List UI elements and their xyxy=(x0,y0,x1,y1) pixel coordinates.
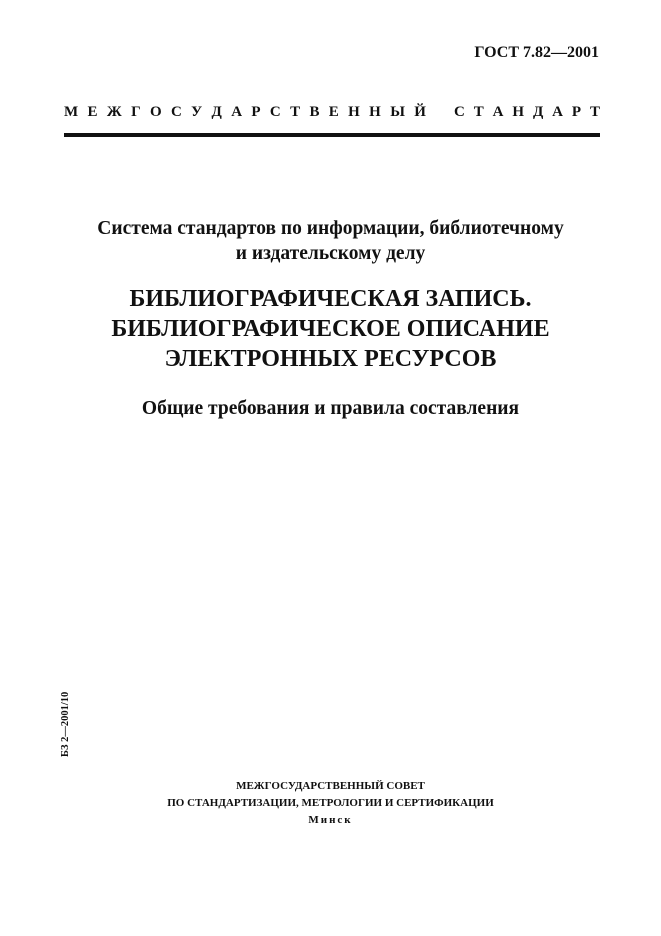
heading-letter: А xyxy=(231,104,243,120)
heading-letter: Д xyxy=(211,104,222,120)
series-line: и издательскому делу xyxy=(235,243,426,264)
heading-letter: Ж xyxy=(106,104,122,120)
heading-letter: Р xyxy=(251,104,261,120)
heading-letter: Т xyxy=(290,104,301,120)
heading-letter: Н xyxy=(512,104,525,120)
heading-letter: Д xyxy=(532,104,544,120)
heading-letter: Ы xyxy=(390,104,405,120)
heading-letter: Й xyxy=(414,104,426,120)
heading-letter: С xyxy=(269,104,281,120)
document-subtitle: Общие требования и правила составления xyxy=(141,398,520,419)
heading-letter: Г xyxy=(131,104,141,120)
publisher-line: ПО СТАНДАРТИЗАЦИИ, МЕТРОЛОГИИ И СЕРТИФИКАЦИИ xyxy=(167,797,494,809)
series-title xyxy=(40,216,621,266)
standard-number: ГОСТ 7.82—2001 xyxy=(474,44,599,61)
side-index-code: БЗ 2—2001/10 xyxy=(60,691,71,757)
series-line: Система стандартов по информации, библиотечному xyxy=(97,218,564,239)
heading-letter: О xyxy=(149,104,162,120)
heading-word-standard xyxy=(454,104,600,121)
publisher-block xyxy=(40,778,621,829)
heading-letter: Н xyxy=(369,104,381,120)
heading-letter: М xyxy=(64,104,79,120)
heading-letter: С xyxy=(170,104,182,120)
title-line: БИБЛИОГРАФИЧЕСКАЯ ЗАПИСЬ. xyxy=(129,286,532,312)
heading-letter: Е xyxy=(328,104,339,120)
heading-letter: В xyxy=(309,104,320,120)
heading-letter: Р xyxy=(571,104,582,120)
heading-divider xyxy=(64,133,600,137)
heading-letter: Н xyxy=(348,104,360,120)
heading-word-interstate xyxy=(64,104,426,121)
title-line: ЭЛЕКТРОННЫХ РЕСУРСОВ xyxy=(164,346,497,372)
heading-letter: Т xyxy=(473,104,484,120)
title-line: БИБЛИОГРАФИЧЕСКОЕ ОПИСАНИЕ xyxy=(111,316,550,342)
heading-letter: А xyxy=(492,104,504,120)
document-title xyxy=(40,284,621,374)
publisher-city: Минск xyxy=(308,814,353,826)
heading-letter: Е xyxy=(87,104,98,120)
heading-letter: У xyxy=(191,104,203,120)
publisher-line: МЕЖГОСУДАРСТВЕННЫЙ СОВЕТ xyxy=(236,780,425,792)
heading-letter: С xyxy=(454,104,465,120)
heading-letter: Т xyxy=(589,104,600,120)
interstate-standard-heading xyxy=(64,104,600,121)
heading-letter: А xyxy=(552,104,563,120)
